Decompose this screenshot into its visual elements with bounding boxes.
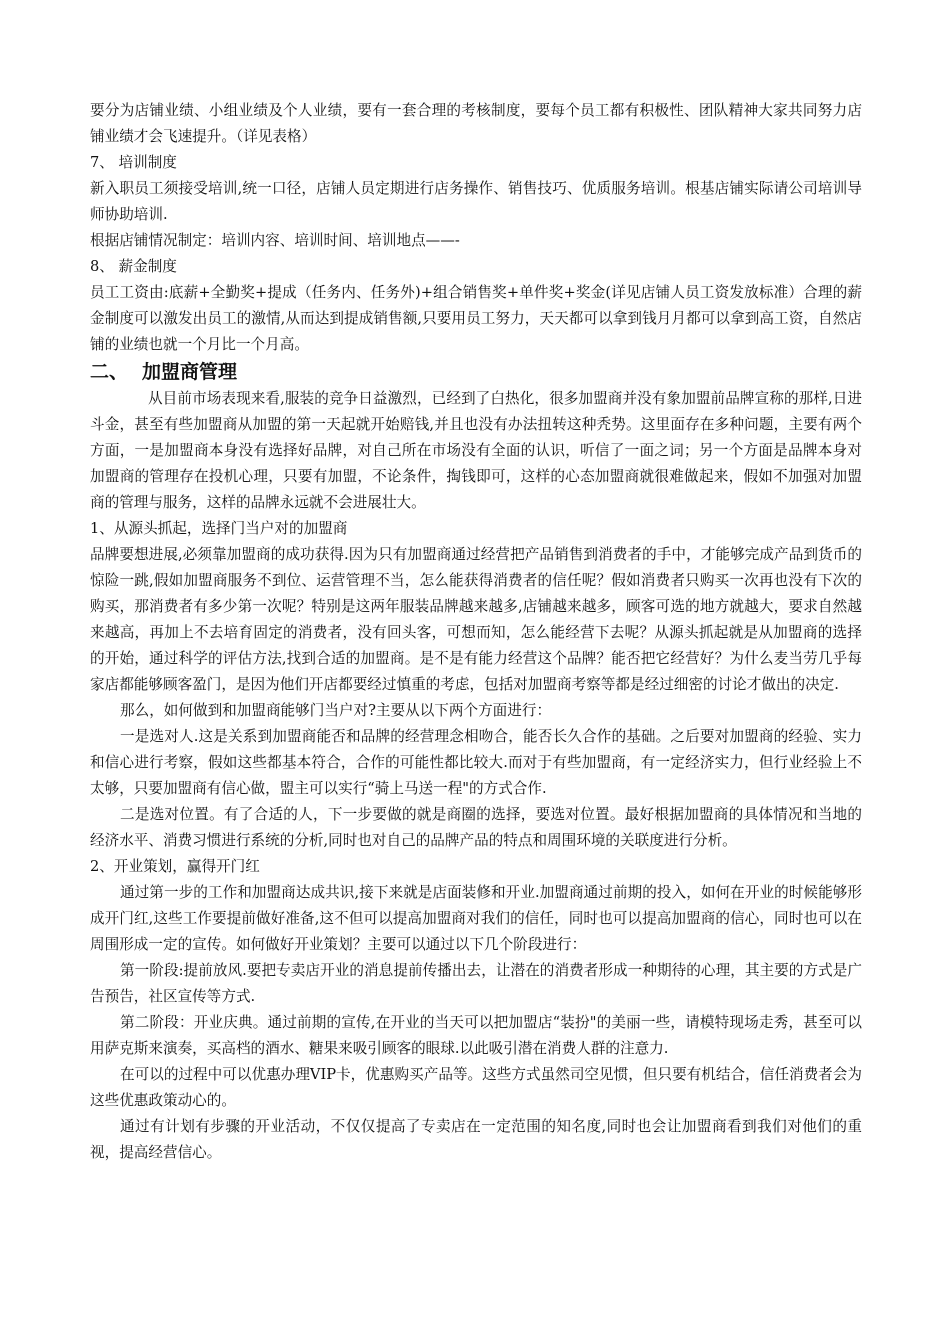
subsection-2-paragraph: 通过第一步的工作和加盟商达成共识,接下来就是店面装修和开业.加盟商通过前期的投入，如何在开业的时候能够形成开门红,这些工作要提前做好准备,这不但可以提高加盟商对我们的信任，同时也可以提高加盟商的信心，同时也可以在周围形成一定的宣传。如何做好开业策划？主要可以通过以下几个阶段进行： (90, 884, 862, 953)
item8-heading: 8、 薪金制度 (90, 258, 177, 275)
subsection-1-paragraph: 品牌要想进展,必须靠加盟商的成功获得.因为只有加盟商通过经营把产品销售到消费者的手中，才能够完成产品到货币的惊险一跳,假如加盟商服务不到位、运营管理不当，怎么能获得消费者的信任呢？假如消费者只购买一次再也没有下次的购买，那消费者有多少第一次呢？特别是这两年服装品牌越来越多,店铺越来越多，顾客可选的地方就越大，要求自然越来越高，再加上不去培育固定的消费者，没有回头客，可想而知，怎么能经营下去呢？从源头抓起就是从加盟商的选择的开始，通过科学的评估方法,找到合适的加盟商。是不是有能力经营这个品牌？能否把它经营好？为什么麦当劳几乎每家店都能够顾客盈门，是因为他们开店都要经过慎重的考虑，包括对加盟商考察等都是经过细密的讨论才做出的决定. (90, 546, 862, 693)
item7-paragraph-2: 根据店铺情况制定：培训内容、培训时间、培训地点——- (90, 232, 460, 249)
subsection-1-point-1: 一是选对人.这是关系到加盟商能否和品牌的经营理念相吻合，能否长久合作的基础。之后要对加盟商的经验、实力和信心进行考察，假如这些都基本符合，合作的可能性都比较大.而对于有些加盟商，有一定经济实力，但行业经验上不太够，只要加盟商有信心做，盟主可以实行“骑上马送一程"的方式合作. (90, 728, 862, 797)
item8-paragraph: 员工工资由:底薪+全勤奖+提成（任务内、任务外)+组合销售奖+单件奖+奖金(详见店铺人员工资发放标准）合理的薪金制度可以激发出员工的激情,从而达到提成销售额,只要用员工努力，天天都可以拿到钱月月都可以拿到高工资，自然店铺的业绩也就一个月比一个月高。 (90, 284, 862, 353)
subsection-1-point-2: 二是选对位置。有了合适的人，下一步要做的就是商圈的选择，要选对位置。最好根据加盟商的具体情况和当地的经济水平、消费习惯进行系统的分析,同时也对自己的品牌产品的特点和周围环境的关联度进行分析。 (90, 806, 862, 849)
subsection-1-question: 那么，如何做到和加盟商能够门当户对?主要从以下两个方面进行： (120, 702, 552, 719)
section-2-intro: 从目前市场表现来看,服装的竞争日益激烈，已经到了白热化，很多加盟商并没有象加盟前品牌宣称的那样,日进斗金，甚至有些加盟商从加盟的第一天起就开始赔钱,并且也没有办法扭转这种秃势。这里面存在多种问题，主要有两个方面，一是加盟商本身没有选择好品牌，对自己所在市场没有全面的认识，听信了一面之词；另一个方面是品牌本身对加盟商的管理存在投机心理，只要有加盟，不论条件，掏钱即可，这样的心态加盟商就很难做起来，假如不加强对加盟商的管理与服务，这样的品牌永远就不会进展壮大。 (90, 390, 862, 511)
section-2-number: 二、 (90, 361, 129, 383)
document-page (90, 98, 862, 1166)
stage-1-paragraph: 第一阶段:提前放风.要把专卖店开业的消息提前传播出去，让潜在的消费者形成一种期待的心理，其主要的方式是广告预告，社区宣传等方式. (90, 962, 862, 1005)
section-2-title-text: 加盟商管理 (142, 361, 238, 383)
intro-paragraph: 要分为店铺业绩、小组业绩及个人业绩，要有一套合理的考核制度，要每个员工都有积极性、团队精神大家共同努力店铺业绩才会飞速提升。（详见表格） (90, 102, 862, 145)
section-2-title (90, 358, 862, 386)
subsection-1-heading: 1、从源头抓起，选择门当户对的加盟商 (90, 520, 348, 537)
vip-paragraph: 在可以的过程中可以优惠办理VIP卡，优惠购买产品等。这些方式虽然司空见惯，但只要有机结合，信任消费者会为这些优惠政策动心的。 (90, 1066, 862, 1109)
item7-heading: 7、 培训制度 (90, 154, 177, 171)
closing-paragraph: 通过有计划有步骤的开业活动，不仅仅提高了专卖店在一定范围的知名度,同时也会让加盟商看到我们对他们的重视，提高经营信心。 (90, 1118, 862, 1161)
stage-2-paragraph: 第二阶段：开业庆典。通过前期的宣传,在开业的当天可以把加盟店“装扮"的美丽一些，请模特现场走秀，甚至可以用萨克斯来演奏，买高档的酒水、糖果来吸引顾客的眼球.以此吸引潜在消费人群的注意力. (90, 1014, 862, 1057)
subsection-2-heading: 2、开业策划，赢得开门红 (90, 858, 260, 875)
item7-paragraph-1: 新入职员工须接受培训,统一口径，店铺人员定期进行店务操作、销售技巧、优质服务培训。根基店铺实际请公司培训导师协助培训. (90, 180, 862, 223)
